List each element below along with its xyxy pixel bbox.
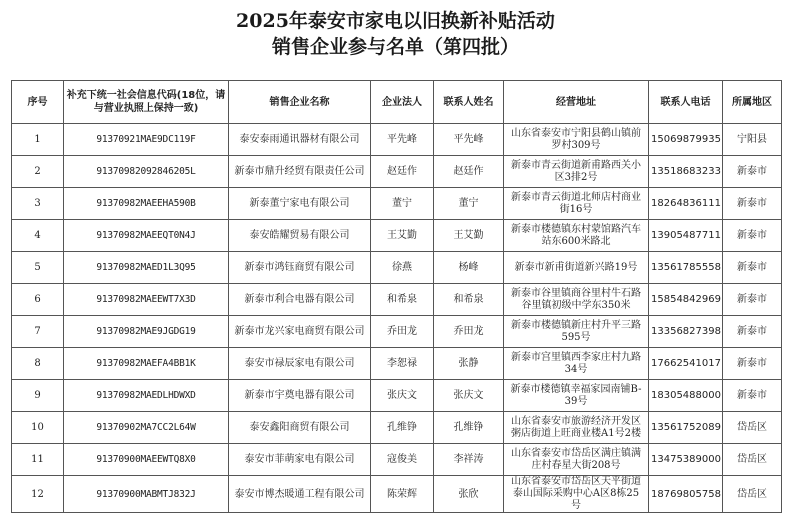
table-row xyxy=(12,444,782,476)
enterprise-list-table xyxy=(11,80,782,513)
cell-region: 新泰市 xyxy=(723,252,782,284)
cell-legal-person: 张庆文 xyxy=(371,380,434,412)
cell-company-name: 新泰董宁家电有限公司 xyxy=(229,188,371,220)
cell-company-name: 新泰市鼎升经贸有限责任公司 xyxy=(229,156,371,188)
cell-company-name: 泰安市博杰暖通工程有限公司 xyxy=(229,476,371,513)
cell-credit-code: 91370900MAEEWTQ8X0 xyxy=(64,444,229,476)
cell-credit-code: 91370982MAEEQT0N4J xyxy=(64,220,229,252)
table-row xyxy=(12,348,782,380)
table-body xyxy=(12,124,782,513)
cell-contact-name: 杨峰 xyxy=(434,252,504,284)
cell-region: 新泰市 xyxy=(723,380,782,412)
cell-phone: 13518683233 xyxy=(649,156,723,188)
cell-contact-name: 张欣 xyxy=(434,476,504,513)
cell-legal-person: 董宁 xyxy=(371,188,434,220)
table-row xyxy=(12,252,782,284)
cell-company-name: 新泰市鸿钰商贸有限公司 xyxy=(229,252,371,284)
cell-index: 8 xyxy=(12,348,64,380)
table-row xyxy=(12,188,782,220)
cell-contact-name: 张庆文 xyxy=(434,380,504,412)
cell-contact-name: 平先峰 xyxy=(434,124,504,156)
document-subtitle: 销售企业参与名单（第四批） xyxy=(271,36,519,58)
cell-credit-code: 91370900MABMTJ832J xyxy=(64,476,229,513)
cell-company-name: 新泰市龙兴家电商贸有限公司 xyxy=(229,316,371,348)
cell-phone: 17662541017 xyxy=(649,348,723,380)
cell-phone: 15069879935 xyxy=(649,124,723,156)
header-company-name: 销售企业名称 xyxy=(229,81,371,124)
cell-contact-name: 王艾勤 xyxy=(434,220,504,252)
cell-index: 1 xyxy=(12,124,64,156)
cell-credit-code: 91370982MAEDLHDWXD xyxy=(64,380,229,412)
cell-legal-person: 赵廷作 xyxy=(371,156,434,188)
table-row xyxy=(12,412,782,444)
cell-contact-name: 李祥涛 xyxy=(434,444,504,476)
table-row xyxy=(12,156,782,188)
cell-region: 新泰市 xyxy=(723,348,782,380)
cell-legal-person: 孔维铮 xyxy=(371,412,434,444)
cell-index: 10 xyxy=(12,412,64,444)
cell-index: 6 xyxy=(12,284,64,316)
cell-phone: 18264836111 xyxy=(649,188,723,220)
cell-phone: 18305488000 xyxy=(649,380,723,412)
cell-phone: 13561785558 xyxy=(649,252,723,284)
cell-credit-code: 91370902MA7CC2L64W xyxy=(64,412,229,444)
cell-legal-person: 陈荣辉 xyxy=(371,476,434,513)
cell-legal-person: 王艾勤 xyxy=(371,220,434,252)
cell-company-name: 泰安市菲萌家电有限公司 xyxy=(229,444,371,476)
cell-credit-code: 91370921MAE9DC119F xyxy=(64,124,229,156)
cell-company-name: 新泰市宇奠电器有限公司 xyxy=(229,380,371,412)
cell-phone: 13905487711 xyxy=(649,220,723,252)
cell-company-name: 泰安皓耀贸易有限公司 xyxy=(229,220,371,252)
cell-address: 山东省泰安市宁阳县鹤山镇前罗村309号 xyxy=(504,124,649,156)
cell-phone: 15854842969 xyxy=(649,284,723,316)
table-row xyxy=(12,220,782,252)
cell-phone: 13561752089 xyxy=(649,412,723,444)
cell-legal-person: 乔田龙 xyxy=(371,316,434,348)
cell-address: 山东省泰安市岱岳区天平街道泰山国际采购中心A区8栋25号 xyxy=(504,476,649,513)
table-row xyxy=(12,380,782,412)
cell-company-name: 新泰市利合电器有限公司 xyxy=(229,284,371,316)
cell-address: 新泰市青云街道北师店村商业街16号 xyxy=(504,188,649,220)
cell-address: 新泰市宫里镇西李家庄村九路34号 xyxy=(504,348,649,380)
cell-index: 2 xyxy=(12,156,64,188)
cell-region: 新泰市 xyxy=(723,220,782,252)
header-phone: 联系人电话 xyxy=(649,81,723,124)
cell-phone: 13475389000 xyxy=(649,444,723,476)
cell-contact-name: 孔维铮 xyxy=(434,412,504,444)
cell-address: 新泰市青云街道新甫路西关小区3排2号 xyxy=(504,156,649,188)
cell-index: 11 xyxy=(12,444,64,476)
cell-company-name: 泰安泰雨通讯器材有限公司 xyxy=(229,124,371,156)
cell-company-name: 泰安鑫阳商贸有限公司 xyxy=(229,412,371,444)
cell-address: 山东省泰安市岱岳区满庄镇满庄村春星大街208号 xyxy=(504,444,649,476)
header-credit-code: 补充下统一社会信息代码(18位，请与营业执照上保持一致) xyxy=(64,81,229,124)
header-contact-name: 联系人姓名 xyxy=(434,81,504,124)
table-row xyxy=(12,124,782,156)
cell-region: 新泰市 xyxy=(723,284,782,316)
cell-address: 新泰市楼德镇东村蒙馆路汽车站东600米路北 xyxy=(504,220,649,252)
cell-index: 5 xyxy=(12,252,64,284)
cell-credit-code: 91370982MAED1L3Q95 xyxy=(64,252,229,284)
cell-region: 新泰市 xyxy=(723,188,782,220)
cell-phone: 18769805758 xyxy=(649,476,723,513)
cell-legal-person: 寇俊美 xyxy=(371,444,434,476)
table-header-row xyxy=(12,81,782,124)
cell-address: 山东省泰安市旅游经济开发区粥店街道上旺商业楼A1号2楼 xyxy=(504,412,649,444)
cell-contact-name: 和希泉 xyxy=(434,284,504,316)
cell-region: 岱岳区 xyxy=(723,476,782,513)
table-row xyxy=(12,316,782,348)
header-address: 经营地址 xyxy=(504,81,649,124)
cell-legal-person: 徐燕 xyxy=(371,252,434,284)
cell-address: 新泰市楼德镇幸福家园南铺B-39号 xyxy=(504,380,649,412)
cell-index: 12 xyxy=(12,476,64,513)
cell-region: 新泰市 xyxy=(723,316,782,348)
cell-contact-name: 董宁 xyxy=(434,188,504,220)
cell-address: 新泰市谷里镇商谷里村牛石路谷里镇初级中学东350米 xyxy=(504,284,649,316)
table-row xyxy=(12,476,782,513)
cell-credit-code: 91370982092846205L xyxy=(64,156,229,188)
cell-index: 3 xyxy=(12,188,64,220)
cell-legal-person: 和希泉 xyxy=(371,284,434,316)
cell-legal-person: 平先峰 xyxy=(371,124,434,156)
cell-credit-code: 91370982MAEFA4BB1K xyxy=(64,348,229,380)
cell-contact-name: 赵廷作 xyxy=(434,156,504,188)
header-index: 序号 xyxy=(12,81,64,124)
cell-credit-code: 91370982MAEEHA590B xyxy=(64,188,229,220)
cell-region: 新泰市 xyxy=(723,156,782,188)
cell-region: 岱岳区 xyxy=(723,412,782,444)
cell-index: 9 xyxy=(12,380,64,412)
cell-address: 新泰市楼德镇新庄村升平三路595号 xyxy=(504,316,649,348)
cell-legal-person: 李恕禄 xyxy=(371,348,434,380)
cell-contact-name: 乔田龙 xyxy=(434,316,504,348)
cell-credit-code: 91370982MAE9JGDG19 xyxy=(64,316,229,348)
header-legal-person: 企业法人 xyxy=(371,81,434,124)
table-row xyxy=(12,284,782,316)
document-title: 2025年泰安市家电以旧换新补贴活动 xyxy=(236,10,555,32)
cell-address: 新泰市新甫街道新兴路19号 xyxy=(504,252,649,284)
cell-region: 宁阳县 xyxy=(723,124,782,156)
cell-company-name: 泰安市禄辰家电有限公司 xyxy=(229,348,371,380)
cell-credit-code: 91370982MAEEWT7X3D xyxy=(64,284,229,316)
cell-contact-name: 张静 xyxy=(434,348,504,380)
cell-region: 岱岳区 xyxy=(723,444,782,476)
cell-phone: 13356827398 xyxy=(649,316,723,348)
cell-index: 4 xyxy=(12,220,64,252)
header-region: 所属地区 xyxy=(723,81,782,124)
cell-index: 7 xyxy=(12,316,64,348)
